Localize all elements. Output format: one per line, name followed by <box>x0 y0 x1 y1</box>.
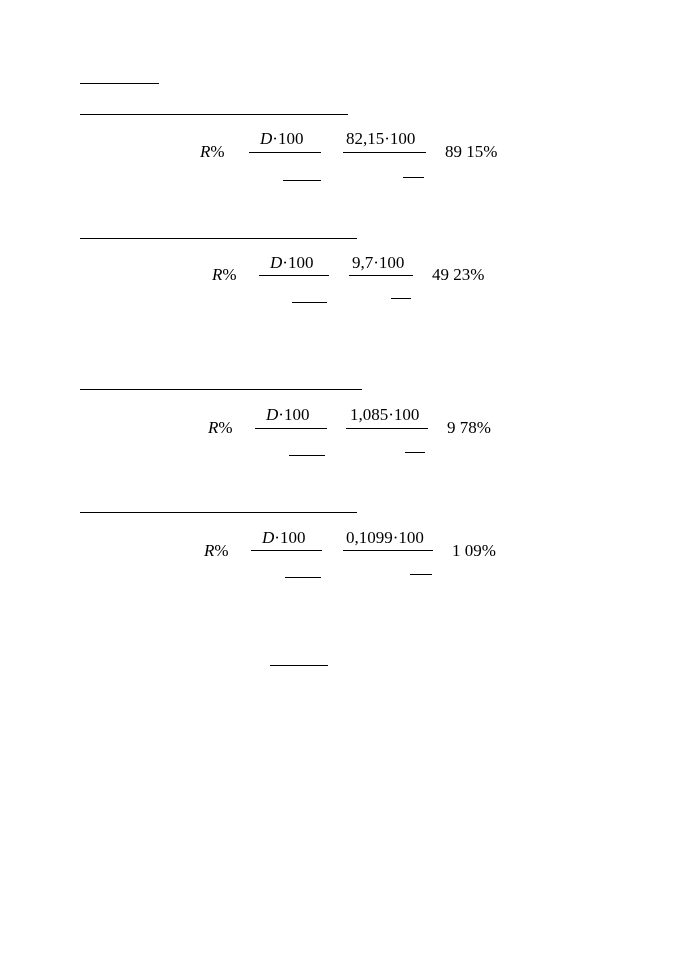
formula-4-frac1-bar <box>251 550 322 551</box>
formula-2-frac2-numerator: 9,7·100 <box>352 253 405 272</box>
formula-2-result: 49 23% <box>432 265 485 284</box>
formula-2-frac1-bar <box>259 275 329 276</box>
formula-1-frac1-numerator: D·100 <box>260 129 304 148</box>
formula-3-frac2-numerator: 1,085·100 <box>350 405 420 424</box>
formula-1-frac2-numerator: 82,15·100 <box>346 129 416 148</box>
formula-1-result: 89 15% <box>445 142 498 161</box>
formula-1-frac2-bar <box>343 152 426 153</box>
closing-underline <box>270 665 328 666</box>
formula-3-frac2-bar <box>346 428 428 429</box>
section-underline-1 <box>80 114 348 115</box>
formula-4-frac1-denominator-blank <box>285 577 321 578</box>
formula-2-frac2-bar <box>349 275 413 276</box>
formula-4-result: 1 09% <box>452 541 496 560</box>
formula-4-frac2-bar <box>343 550 433 551</box>
formula-2-frac1-numerator: D·100 <box>270 253 314 272</box>
formula-3-frac1-denominator-blank <box>289 455 325 456</box>
formula-3-frac1-bar <box>255 428 327 429</box>
formula-4-lhs: R% <box>204 541 229 560</box>
section-underline-2 <box>80 238 357 239</box>
formula-2-frac1-denominator-blank <box>292 302 327 303</box>
formula-1-frac1-bar <box>249 152 321 153</box>
formula-3-result: 9 78% <box>447 418 491 437</box>
formula-1-lhs: R% <box>200 142 225 161</box>
formula-4-frac2-numerator: 0,1099·100 <box>346 528 424 547</box>
formula-2-frac2-denominator-blank <box>391 298 411 299</box>
title-underline <box>80 83 159 84</box>
formula-3-frac2-denominator-blank <box>405 452 425 453</box>
formula-1-frac1-denominator-blank <box>283 180 321 181</box>
section-underline-4 <box>80 512 357 513</box>
formula-3-lhs: R% <box>208 418 233 437</box>
formula-1-frac2-denominator-blank <box>403 177 424 178</box>
formula-3-frac1-numerator: D·100 <box>266 405 310 424</box>
formula-2-lhs: R% <box>212 265 237 284</box>
formula-4-frac1-numerator: D·100 <box>262 528 306 547</box>
formula-4-frac2-denominator-blank <box>410 574 432 575</box>
section-underline-3 <box>80 389 362 390</box>
